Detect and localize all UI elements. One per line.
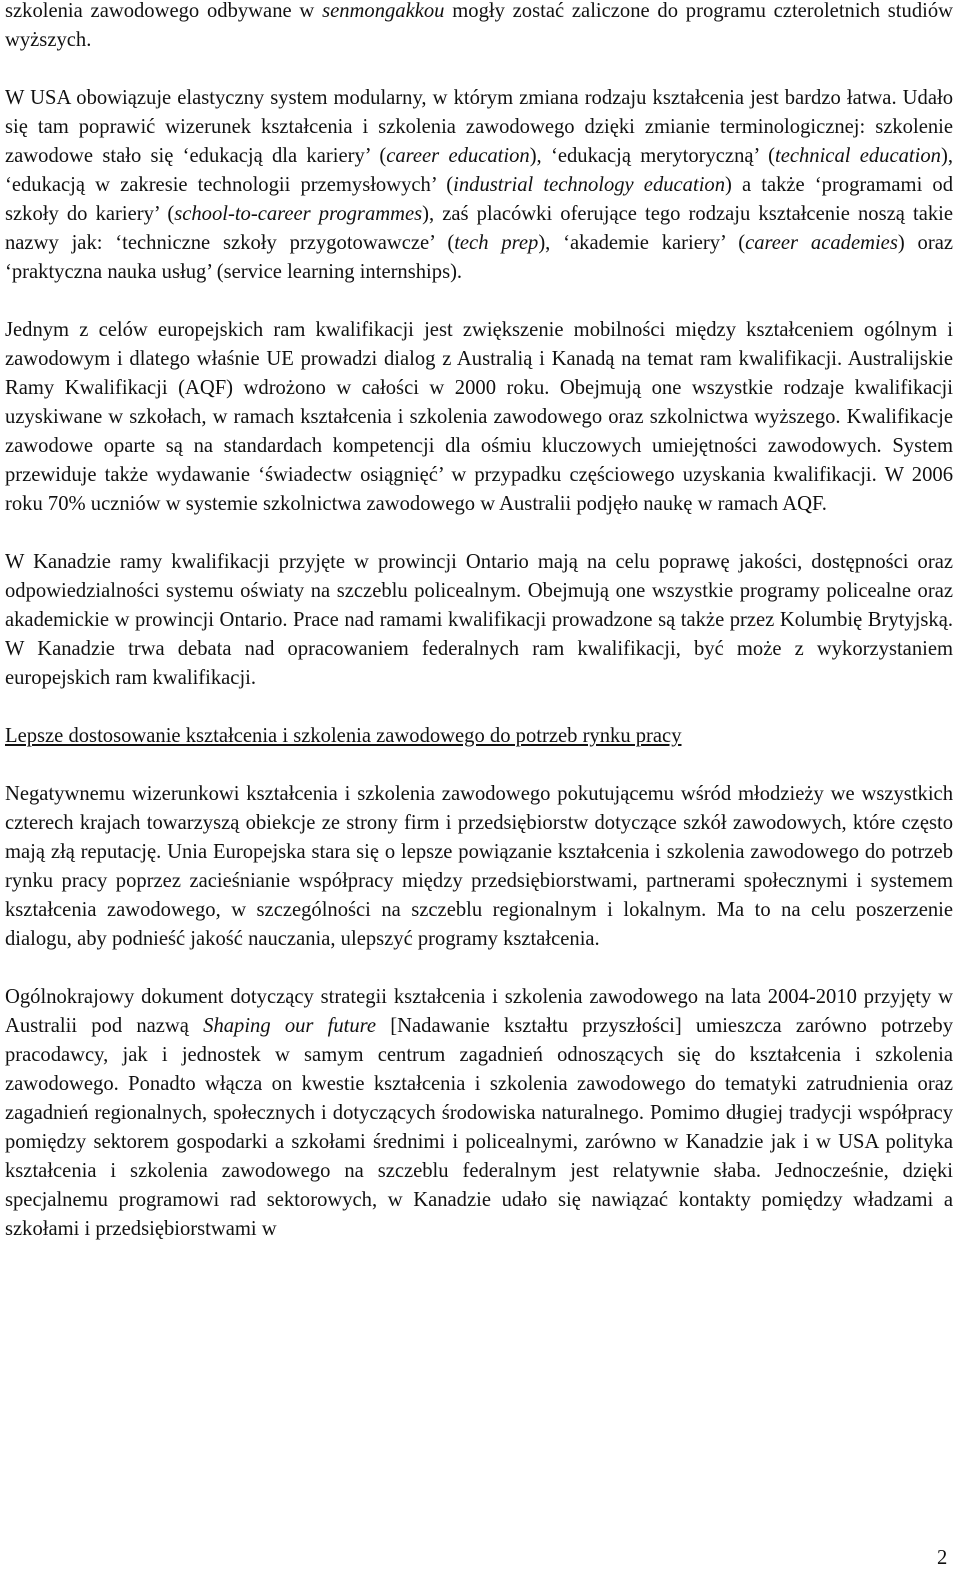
text-segment: ) oraz ‘praktyczna nauka usług’ (service learning internships). (5, 232, 953, 283)
section-heading: Lepsze dostosowanie kształcenia i szkolenia zawodowego do potrzeb rynku pracy (5, 725, 682, 747)
text-segment: ), ‘edukacją w zakresie technologii przemysłowych’ ( (5, 145, 953, 196)
text-segment: ), ‘akademie kariery’ ( (538, 232, 746, 254)
text-segment-italic: senmongakkou (322, 0, 445, 22)
text-segment-italic: tech prep (454, 232, 539, 254)
text-segment: Jednym z celów europejskich ram kwalifikacji jest zwiększenie mobilności między kształceniem ogólnym i zawodowym i dlatego właśnie UE prowadzi dialog z Australią i Kanadą na temat ram kwalifikacji. Australijskie Ramy Kwalifikacji (AQF) wdrożono w całości w 2000 roku. Obejmują one wszystkie rodzaje kwalifikacji uzyskiwane w szkołach, w ramach kształcenia i szkolenia zawodowego oraz szkolnictwa wyższego. Kwalifikacje zawodowe oparte są na standardach kompetencji dla ośmiu kluczowych umiejętności zawodowych. System przewiduje także wydawanie ‘świadectw osiągnięć’ w przypadku częściowego uzyskania kwalifikacji. W 2006 roku 70% uczniów w systemie szkolnictwa zawodowego w Australii podjęło naukę w ramach AQF. (5, 319, 953, 515)
text-segment-italic: Shaping our future (203, 1015, 377, 1037)
text-segment-italic: career education (386, 145, 530, 167)
paragraph-canada (5, 548, 953, 693)
page-number: 2 (937, 1547, 948, 1569)
text-segment-italic: technical education (774, 145, 941, 167)
text-segment: Negatywnemu wizerunkowi kształcenia i szkolenia zawodowego pokutującemu wśród młodzieży we wszystkich czterech krajach towarzyszą obiekcje ze strony firm i przedsiębiorstw dotyczące szkół zawodowych, które często mają złą reputację. Unia Europejska stara się o lepsze powiązanie kształcenia i szkolenia zawodowego do potrzeb rynku pracy poprzez zacieśnianie współpracy między przedsiębiorstwami, partnerami społecznymi i systemem kształcenia zawodowego, w szczególności na szczeblu regionalnym i lokalnym. Ma to na celu poszerzenie dialogu, aby podnieść jakość nauczania, ulepszyć programy kształcenia. (5, 783, 953, 950)
paragraph-national-strategy (5, 983, 953, 1244)
text-segment: mogły zostać zaliczone do programu czteroletnich studiów wyższych. (5, 0, 954, 51)
paragraph-senmongakkou (5, 0, 953, 55)
text-segment: W Kanadzie ramy kwalifikacji przyjęte w prowincji Ontario mają na celu poprawę jakości, dostępności oraz odpowiedzialności systemu oświaty na szczeblu policealnym. Obejmują one wszystkie programy policealne oraz akademickie w prowincji Ontario. Prace nad ramami kwalifikacji prowadzone są także przez Kolumbię Brytyjską. W Kanadzie trwa debata nad opracowaniem federalnych ram kwalifikacji, być może z wykorzystaniem europejskich ram kwalifikacji. (5, 551, 953, 689)
paragraph-australia-aqf (5, 316, 953, 519)
text-segment: ), zaś placówki oferujące tego rodzaju kształcenie noszą takie nazwy jak: ‘techniczne szkoły przygotowawcze’ ( (5, 203, 954, 254)
text-segment: W USA obowiązuje elastyczny system modularny, w którym zmiana rodzaju kształcenia jest bardzo łatwa. Udało się tam poprawić wizerunek kształcenia i szkolenia zawodowego dzięki zmianie terminologicznej: szkolenie zawodowe stało się ‘edukacją dla kariery’ ( (5, 87, 953, 167)
text-segment-italic: industrial technology education (453, 174, 726, 196)
text-segment: Ogólnokrajowy dokument dotyczący strategii kształcenia i szkolenia zawodowego na lata 2004-2010 przyjęty w Australii pod nazwą (5, 986, 953, 1037)
text-segment: [Nadawanie kształtu przyszłości] umieszcza zarówno potrzeby pracodawcy, jak i jednostek w samym centrum zagadnień odnoszących się do kształcenia i szkolenia zawodowego. Ponadto włącza on kwestie kształcenia i szkolenia zawodowego do tematyki zatrudnienia oraz zagadnień regionalnych, społecznych i dotyczących środowiska naturalnego. Pomimo długiej tradycji współpracy pomiędzy sektorem gospodarki a szkołami średnimi i policealnymi, zarówno w Kanadzie jak i w USA polityka kształcenia i szkolenia zawodowego na szczeblu federalnym jest relatywnie słaba. Jednocześnie, dzięki specjalnemu programowi rad sektorowych, w Kanadzie udało się nawiązać kontakty pomiędzy władzami a szkołami i przedsiębiorstwami w (5, 1015, 953, 1240)
paragraph-usa (5, 84, 953, 287)
text-segment: ) a także ‘programami od szkoły do kariery’ ( (5, 174, 954, 225)
text-segment-italic: career academies (745, 232, 898, 254)
document-page (5, 0, 953, 1244)
text-segment: szkolenia zawodowego odbywane w (5, 0, 323, 22)
text-segment-italic: school-to-career programmes (174, 203, 423, 225)
text-segment: ), ‘edukacją merytoryczną’ ( (529, 145, 775, 167)
paragraph-negative-image (5, 780, 953, 954)
